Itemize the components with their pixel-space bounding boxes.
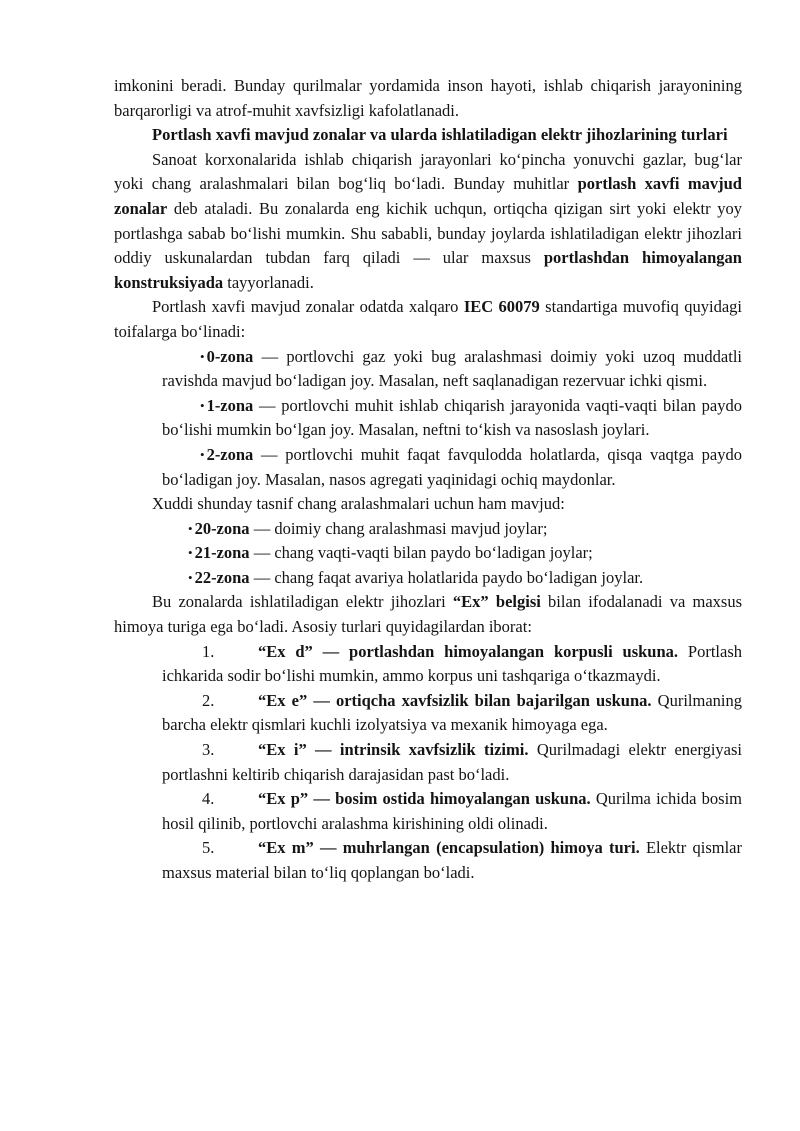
gas-zone-item bbox=[162, 443, 742, 492]
zone-name: 20-zona bbox=[194, 518, 250, 538]
type-description: Qurilmaning barcha elektr qismlari kuchli izolyatsiya va mexanik himoyaga ega. bbox=[162, 690, 742, 735]
text-span: Portlash xavfi mavjud zonalar odatda xalqaro bbox=[152, 297, 464, 317]
type-title: “Ex e” — ortiqcha xavfsizlik bilan bajarilgan uskuna. bbox=[258, 690, 652, 710]
bullet-icon: • bbox=[188, 545, 193, 561]
type-title: “Ex m” — muhrlangan (encapsulation) himoya turi. bbox=[258, 838, 640, 858]
zone-description: — doimiy chang aralashmasi mavjud joylar; bbox=[249, 518, 548, 538]
item-number: 3. bbox=[202, 740, 215, 760]
intro-paragraph: imkonini beradi. Bunday qurilmalar yordamida inson hayoti, ishlab chiqarish jarayonining barqarorligi va atrof-muhit xavfsizligi kafolatlanadi. bbox=[114, 76, 742, 120]
item-number: 4. bbox=[202, 789, 215, 809]
paragraph-ex-marking bbox=[114, 590, 742, 639]
type-description: Portlash ichkarida sodir boʻlishi mumkin, ammo korpus uni tashqariga oʻtkazmaydi. bbox=[162, 641, 742, 686]
bullet-icon: • bbox=[200, 446, 205, 462]
item-number: 5. bbox=[202, 838, 215, 858]
bold-term: IEC 60079 bbox=[463, 297, 540, 317]
text-span: Bu zonalarda ishlatiladigan elektr jihozlari bbox=[152, 592, 453, 612]
bold-term: portlash xavfi mavjud zonalar bbox=[114, 174, 742, 218]
bold-term: “Ex” belgisi bbox=[452, 592, 541, 612]
ex-type-item bbox=[162, 640, 742, 689]
dust-zone-item bbox=[188, 541, 742, 566]
type-description: Elektr qismlar maxsus material bilan toʻliq qoplangan boʻladi. bbox=[162, 838, 742, 882]
item-number: 2. bbox=[202, 690, 215, 710]
dust-intro: Xuddi shunday tasnif chang aralashmalari uchun ham mavjud: bbox=[152, 494, 565, 514]
type-title: “Ex d” — portlashdan himoyalangan korpusli uskuna. bbox=[258, 641, 679, 661]
dust-zone-item bbox=[188, 566, 742, 591]
type-title: “Ex p” — bosim ostida himoyalangan uskuna. bbox=[258, 789, 591, 809]
zone-name: 2-zona bbox=[206, 444, 254, 464]
zone-name: 21-zona bbox=[194, 543, 250, 563]
type-description: Qurilmadagi elektr energiyasi portlashni keltirib chiqarish darajasidan past boʻladi. bbox=[162, 740, 742, 784]
ex-type-item bbox=[162, 738, 742, 787]
paragraph-industrial-zones bbox=[114, 148, 742, 296]
ex-type-item bbox=[162, 787, 742, 836]
zone-description: — portlovchi muhit ishlab chiqarish jarayonida vaqti-vaqti bilan paydo boʻlishi mumkin boʻlgan joy. Masalan, neftni toʻkish va nasoslash joylari. bbox=[162, 395, 742, 440]
zone-name: 22-zona bbox=[194, 567, 250, 587]
type-title: “Ex i” — intrinsik xavfsizlik tizimi. bbox=[258, 740, 529, 760]
bullet-icon: • bbox=[200, 348, 205, 364]
section-heading: Portlash xavfi mavjud zonalar va ularda ishlatiladigan elektr jihozlarining turlari bbox=[152, 125, 728, 145]
type-description: Qurilma ichida bosim hosil qilinib, portlovchi aralashma kirishining oldi olinadi. bbox=[162, 789, 742, 833]
paragraph-iec-standard bbox=[114, 295, 742, 344]
ex-type-item bbox=[162, 689, 742, 738]
bullet-icon: • bbox=[200, 397, 205, 413]
gas-zone-item bbox=[162, 345, 742, 394]
zone-description: — chang vaqti-vaqti bilan paydo boʻladigan joylar; bbox=[249, 543, 593, 563]
gas-zone-item bbox=[162, 394, 742, 443]
text-span: standartiga muvofiq quyidagi toifalarga boʻlinadi: bbox=[114, 297, 742, 341]
text-span: deb ataladi. Bu zonalarda eng kichik uchqun, ortiqcha qizigan sirt yoki elektr yoy portlashga sabab boʻlishi mumkin. Shu sababli, bunday joylarda ishlatiladigan elektr jihozlari oddiy uskunalardan tubdan farq qiladi — ular maxsus bbox=[114, 198, 742, 268]
text-span: bilan ifodalanadi va maxsus himoya turiga ega boʻladi. Asosiy turlari quyidagilardan iborat: bbox=[114, 592, 742, 637]
bullet-icon: • bbox=[188, 520, 193, 536]
zone-description: — chang faqat avariya holatlarida paydo boʻladigan joylar. bbox=[249, 567, 644, 587]
dust-zone-item bbox=[188, 517, 742, 542]
item-number: 1. bbox=[202, 641, 215, 661]
zone-description: — portlovchi gaz yoki bug aralashmasi doimiy yoki uzoq muddatli ravishda mavjud boʻladigan joy. Masalan, neft saqlanadigan rezervuar ichki qismi. bbox=[162, 346, 742, 391]
zone-name: 1-zona bbox=[206, 395, 254, 415]
text-span: Sanoat korxonalarida ishlab chiqarish jarayonlari koʻpincha yonuvchi gazlar, bugʻlar yoki chang aralashmalari bilan bogʻliq boʻladi. Bunday muhitlar bbox=[114, 149, 742, 194]
zone-name: 0-zona bbox=[206, 346, 254, 366]
zone-description: — portlovchi muhit faqat favqulodda holatlarda, qisqa vaqtga paydo boʻladigan joy. Masalan, nasos agregati yaqinidagi ochiq maydonlar. bbox=[162, 444, 742, 489]
bullet-icon: • bbox=[188, 569, 193, 585]
bold-term: portlashdan himoyalangan konstruksiyada bbox=[114, 248, 742, 292]
ex-type-item bbox=[162, 836, 742, 885]
text-span: tayyorlanadi. bbox=[223, 272, 314, 292]
